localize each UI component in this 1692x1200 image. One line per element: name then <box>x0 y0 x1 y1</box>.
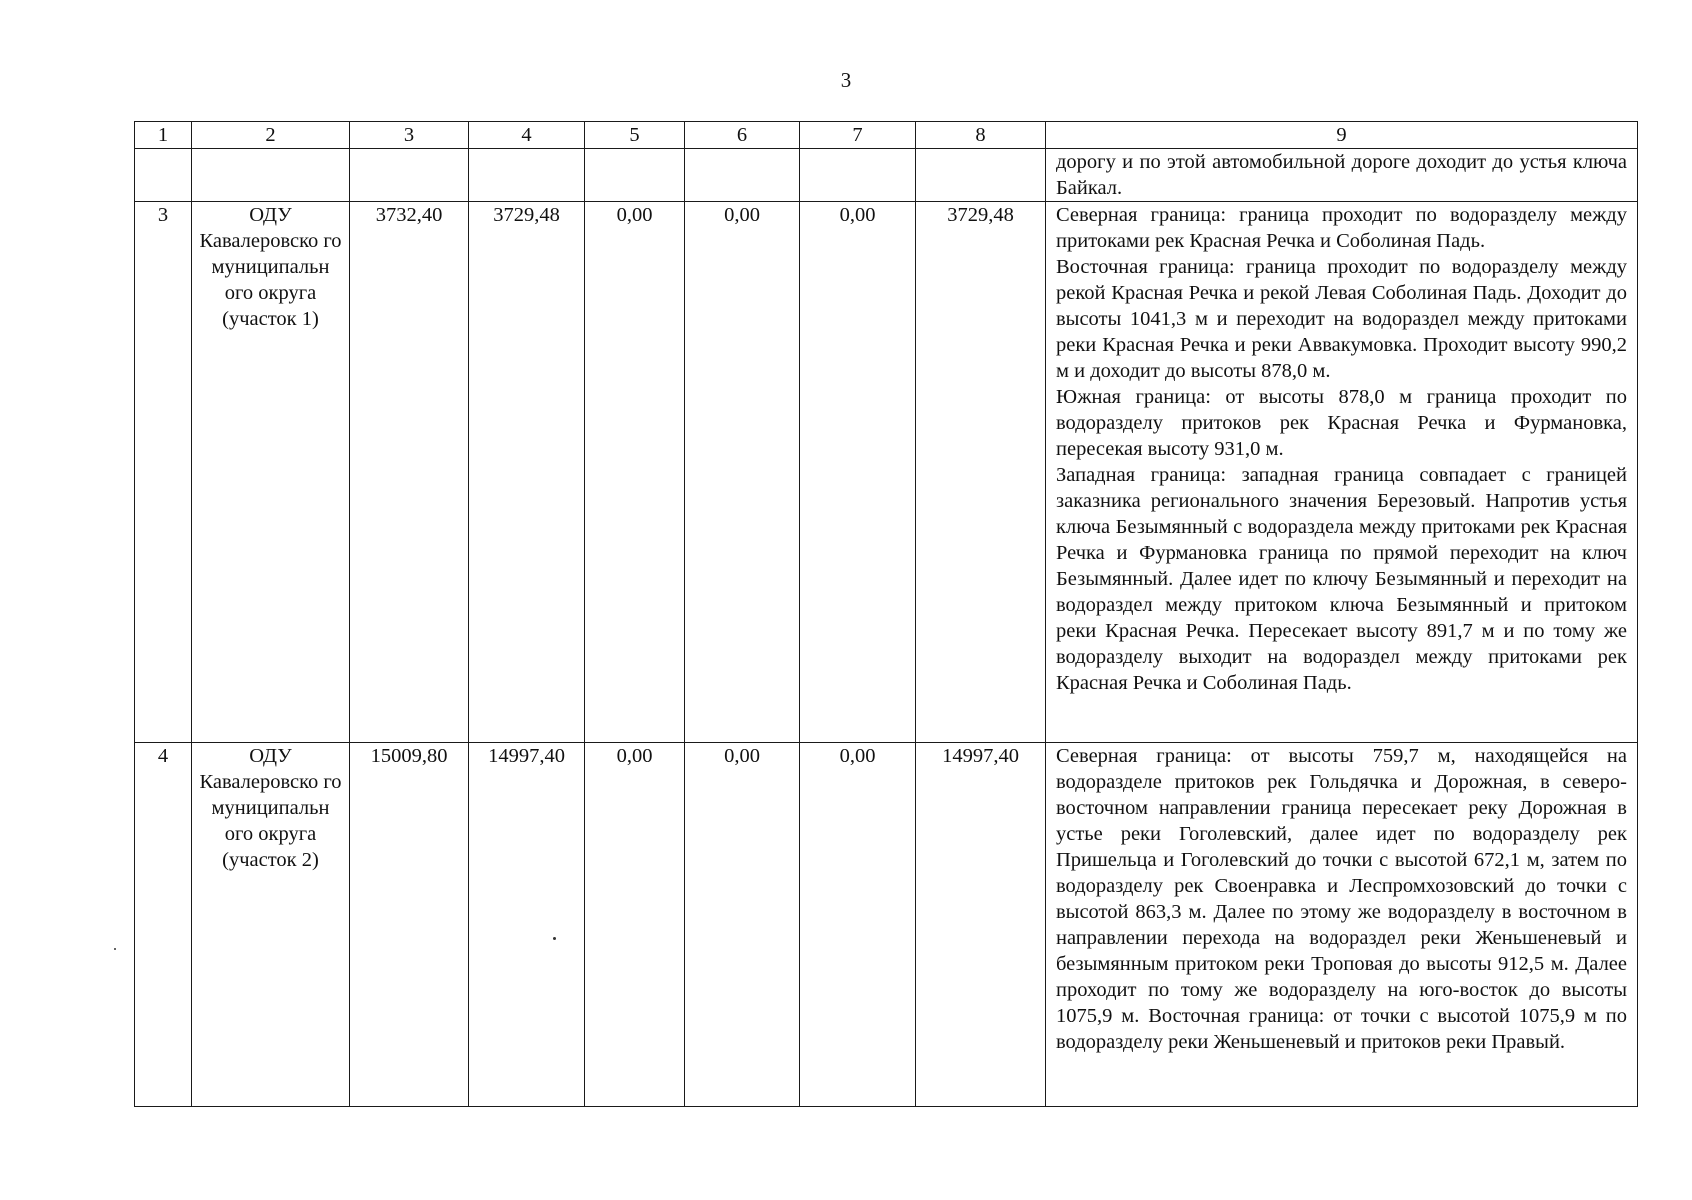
header-cell-5: 5 <box>585 122 685 149</box>
boundary-description <box>1046 202 1638 743</box>
row-number: 3 <box>135 202 192 743</box>
header-cell-4: 4 <box>469 122 585 149</box>
table-row-continuation <box>135 149 1638 202</box>
page-number: 3 <box>840 68 852 92</box>
boundary-text: Северная граница: от высоты 759,7 м, находящейся на водоразделе притоков рек Гольдячка и Дорожная, в северо-восточном направлении граница пересекает реку Дорожная в устье реки Гоголевский, далее идет по водоразделу рек Пришельца и Гоголевский до точки с высотой 672,1 м, затем по водоразделу рек Своенравка и Леспромхозовский до точки с высотой 863,3 м. Далее по этому же водоразделу в восточном в направлении перехода на водораздел реки Женьшеневый и безымянным притоком реки Троповая до высоты 912,5 м. Далее проходит по тому же водоразделу на юго-восток до высоты 1075,9 м. Восточная граница: от точки с высотой 1075,9 м по водоразделу реки Женьшеневый и притоков реки Правый. <box>1056 745 1627 1053</box>
table-row <box>135 202 1638 743</box>
scan-speck <box>114 948 116 950</box>
value-col-7: 0,00 <box>800 202 916 743</box>
value-col-4: 3729,48 <box>469 202 585 743</box>
value-col-8: 3729,48 <box>916 202 1046 743</box>
row-number: 4 <box>135 743 192 1107</box>
value-col-8: 14997,40 <box>916 743 1046 1107</box>
boundaries-table <box>134 121 1638 1107</box>
header-cell-2: 2 <box>192 122 350 149</box>
north-boundary-text: Северная граница: граница проходит по водоразделу между притоками рек Красная Речка и Соболиная Падь. <box>1056 204 1627 252</box>
value-col-6: 0,00 <box>685 202 800 743</box>
value-col-7: 0,00 <box>800 743 916 1107</box>
table-header-row <box>135 122 1638 149</box>
south-boundary-text: Южная граница: от высоты 878,0 м граница проходит по водоразделу притоков рек Красная Речка и Фурмановка, пересекая высоту 931,0 м. <box>1056 386 1627 460</box>
value-col-6: 0,00 <box>685 743 800 1107</box>
area-name: ОДУ Кавалеровско го муниципальн ого округа (участок 2) <box>192 743 350 1107</box>
header-cell-7: 7 <box>800 122 916 149</box>
value-col-5: 0,00 <box>585 743 685 1107</box>
value-col-3: 3732,40 <box>350 202 469 743</box>
header-cell-8: 8 <box>916 122 1046 149</box>
table-row <box>135 743 1638 1107</box>
header-cell-6: 6 <box>685 122 800 149</box>
header-cell-9: 9 <box>1046 122 1638 149</box>
value-col-3: 15009,80 <box>350 743 469 1107</box>
area-name: ОДУ Кавалеровско го муниципальн ого округа (участок 1) <box>192 202 350 743</box>
value-col-5: 0,00 <box>585 202 685 743</box>
value-col-4: 14997,40 <box>469 743 585 1107</box>
continuation-description: дорогу и по этой автомобильной дороге доходит до устья ключа Байкал. <box>1046 149 1638 202</box>
west-boundary-text: Западная граница: западная граница совпадает с границей заказника регионального значения Березовый. Напротив устья ключа Безымянный с водораздела между притоками рек Красная Речка и Фурмановка граница по прямой переходит на ключ Безымянный. Далее идет по ключу Безымянный и переходит на водораздел между притоком ключа Безымянный и притоком реки Красная Речка. Пересекает высоту 891,7 м и по тому же водоразделу выходит на водораздел между притоками рек Красная Речка и Соболиная Падь. <box>1056 464 1627 694</box>
header-cell-1: 1 <box>135 122 192 149</box>
scan-speck <box>553 937 556 940</box>
east-boundary-text: Восточная граница: граница проходит по водоразделу между рекой Красная Речка и рекой Левая Соболиная Падь. Доходит до высоты 1041,3 м и переходит на водораздел между притоками реки Красная Речка и реки Аввакумовка. Проходит высоту 990,2 м и доходит до высоты 878,0 м. <box>1056 256 1627 382</box>
boundary-description <box>1046 743 1638 1107</box>
header-cell-3: 3 <box>350 122 469 149</box>
